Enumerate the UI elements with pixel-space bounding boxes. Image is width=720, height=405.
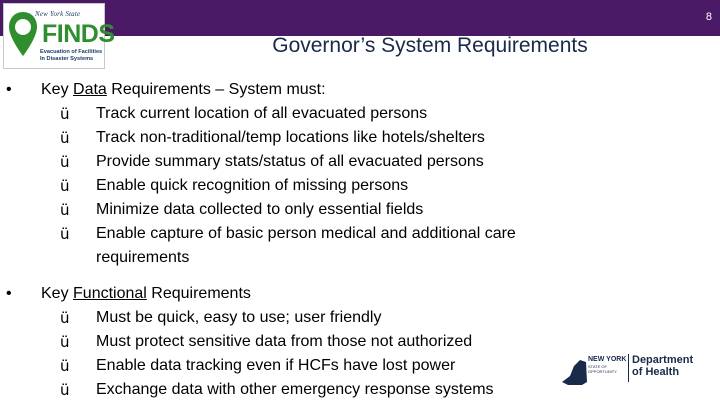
logo-brand-text: FINDS	[42, 20, 115, 48]
doh-state-line1: NEW YORK	[588, 356, 627, 363]
checkmark-icon: ü	[60, 153, 70, 171]
checkmark-icon: ü	[60, 225, 70, 243]
checkmark-icon: ü	[60, 105, 70, 123]
data-requirements-heading: Key Data Requirements – System must:	[41, 81, 326, 98]
checkmark-icon: ü	[60, 357, 70, 375]
doh-divider	[628, 354, 629, 382]
doh-department-text: Department of Health	[632, 354, 694, 378]
efinds-logo	[3, 3, 115, 69]
checkmark-icon: ü	[60, 381, 70, 399]
checkmark-icon: ü	[60, 129, 70, 147]
checkmark-icon: ü	[60, 177, 70, 195]
logo-state-text: New York State	[35, 10, 81, 18]
slide-title: Governor’s System Requirements	[272, 34, 588, 57]
bullet-dot: •	[6, 81, 12, 98]
efinds-pin-icon	[8, 10, 38, 58]
department-of-health-logo	[560, 350, 720, 394]
checkmark-icon: ü	[60, 309, 70, 327]
checkmark-icon: ü	[60, 201, 70, 219]
bullet-dot: •	[6, 285, 12, 302]
slide-number: 8	[705, 11, 712, 23]
logo-tagline	[40, 49, 102, 63]
list-item-continuation: requirements	[96, 249, 190, 266]
logo-tagline-line2: In Disaster Systems	[40, 56, 94, 62]
heading-underlined-word: Functional	[73, 285, 147, 302]
logo-tagline-line1: Evacuation of Facilities	[40, 49, 103, 55]
doh-state-lines: STATE OF OPPORTUNITY.	[588, 364, 618, 374]
functional-requirements-heading: Key Functional Requirements	[41, 285, 251, 302]
heading-underlined-word: Data	[73, 81, 107, 98]
checkmark-icon: ü	[60, 333, 70, 351]
